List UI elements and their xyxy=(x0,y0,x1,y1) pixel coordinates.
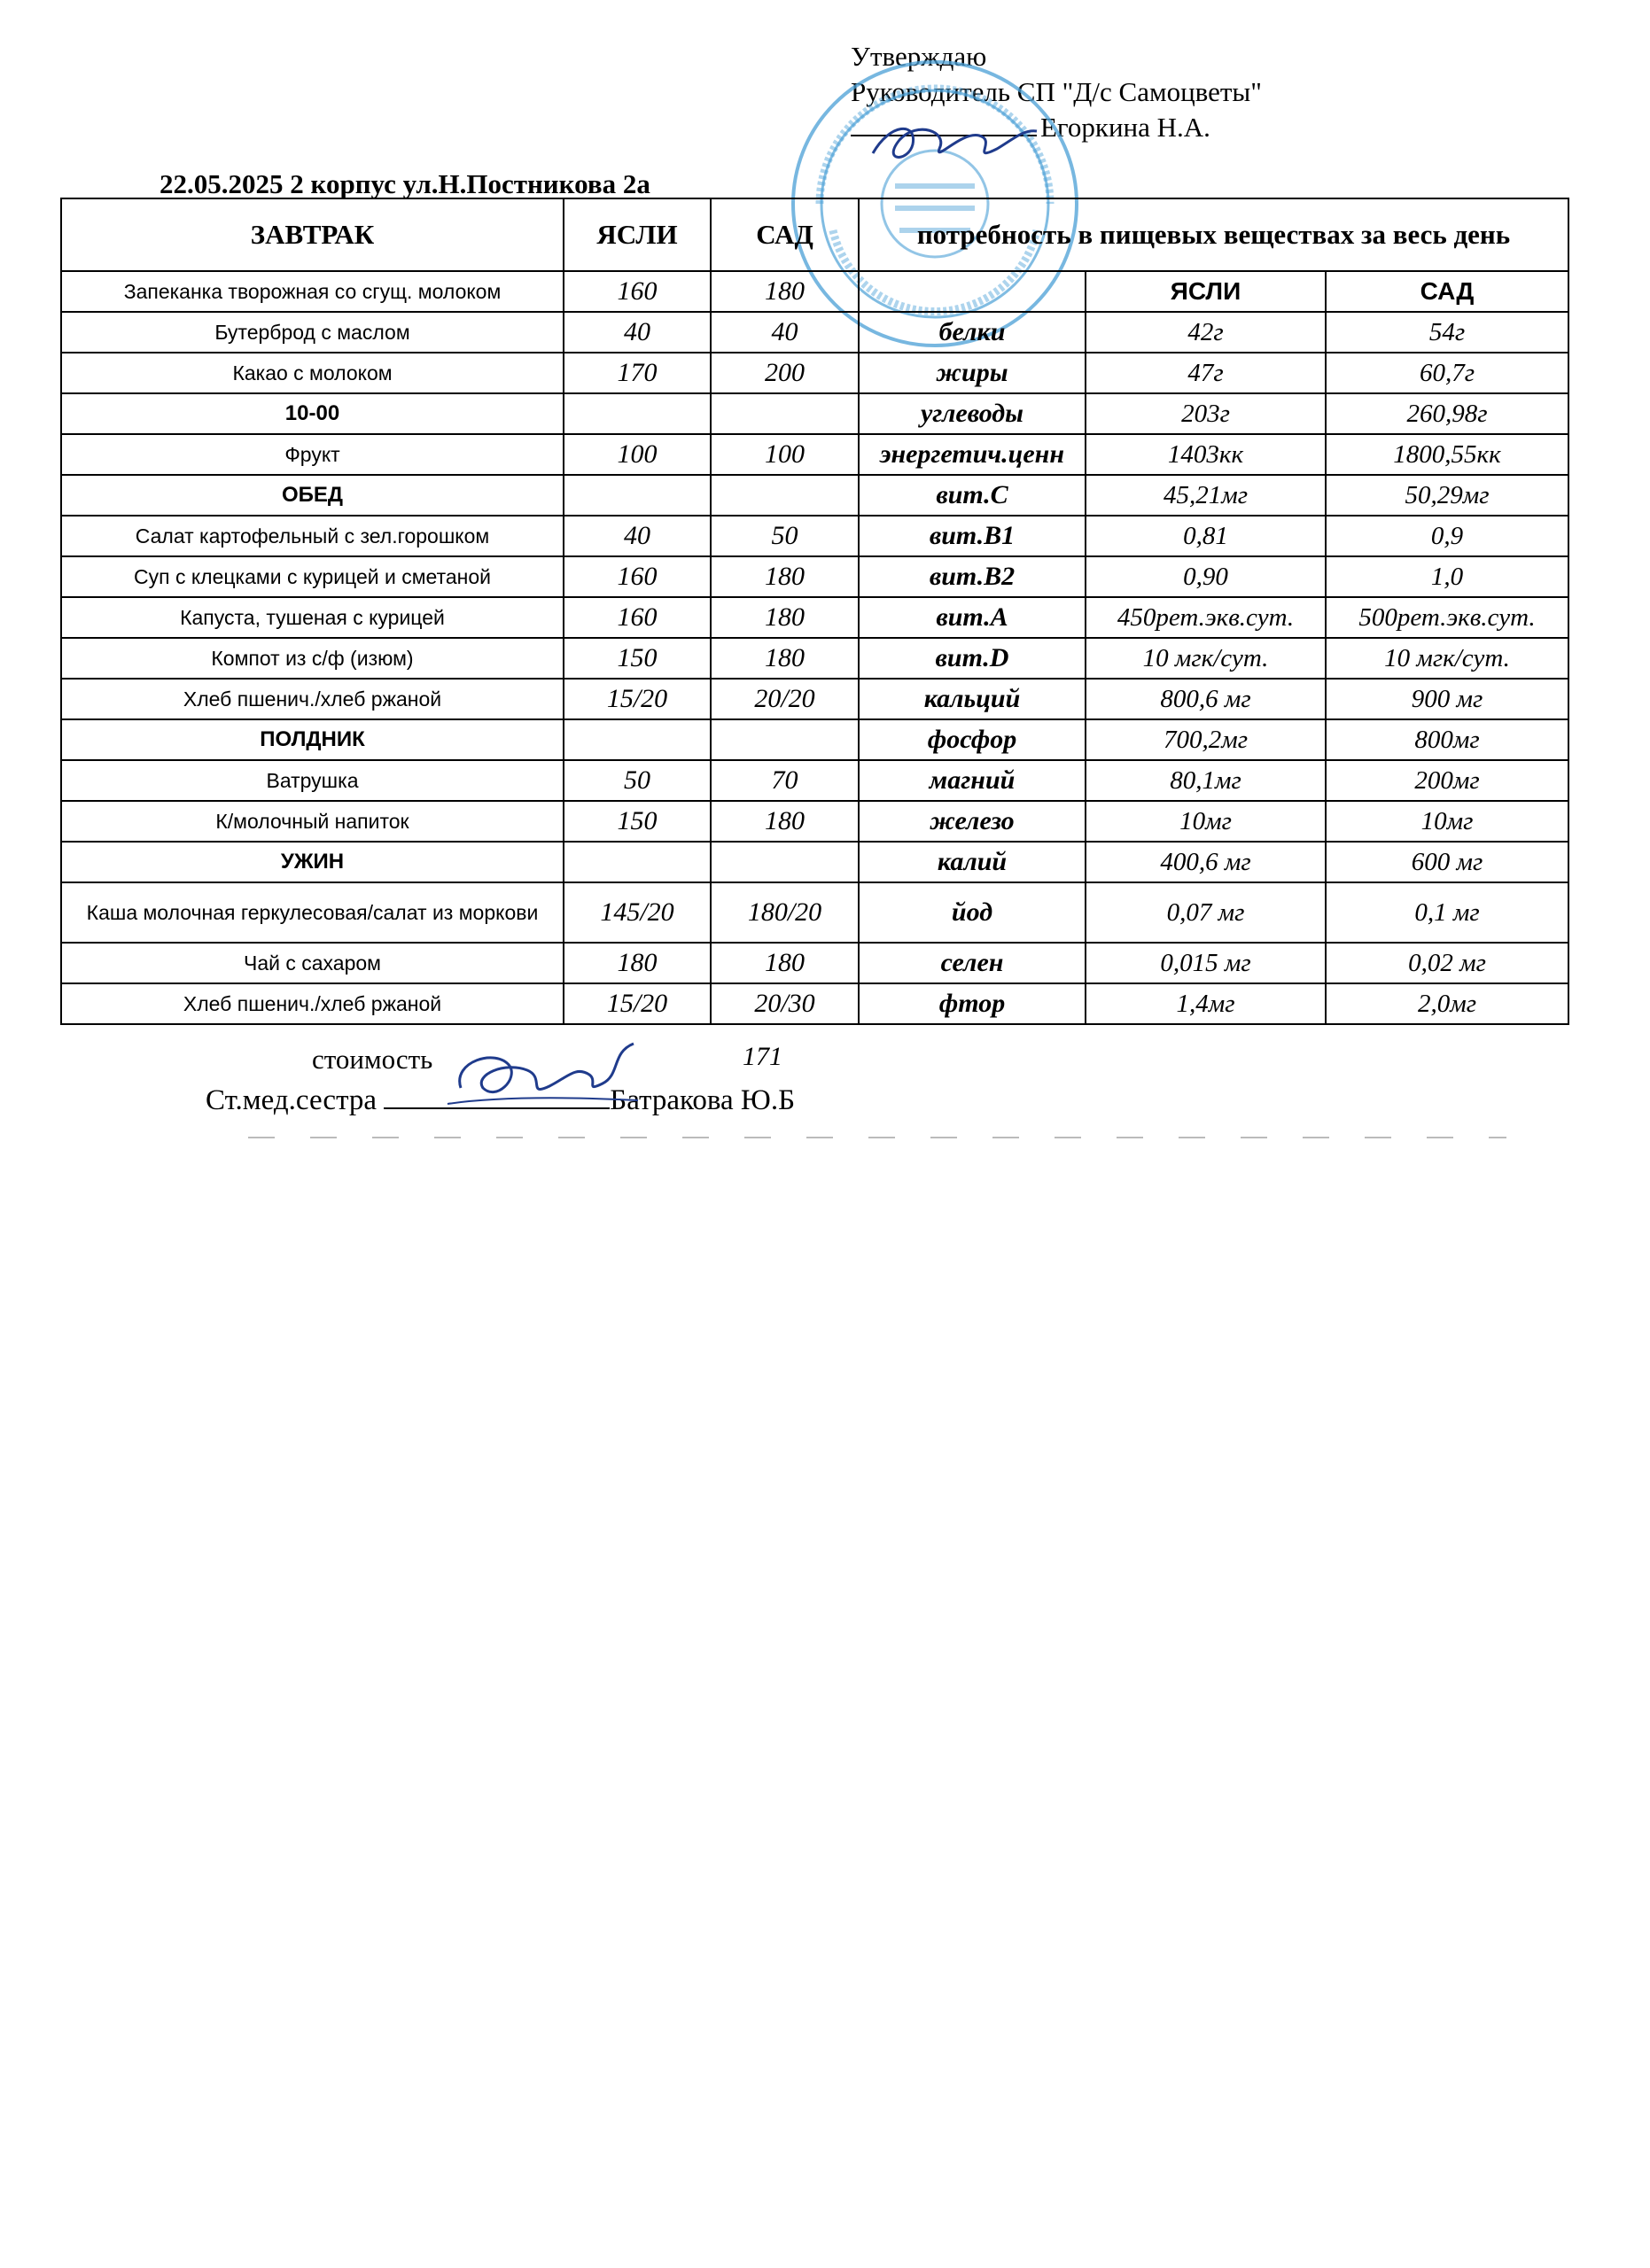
dish-name: Запеканка творожная со сгущ. молоком xyxy=(61,271,564,312)
meal-section-label: ОБЕД xyxy=(61,475,564,516)
sad-portion xyxy=(711,842,859,882)
table-row xyxy=(61,475,1568,516)
dish-name: Компот из с/ф (изюм) xyxy=(61,638,564,679)
table-row xyxy=(61,312,1568,353)
sad-portion: 50 xyxy=(711,516,859,556)
nutrient-yasli-value: 800,6 мг xyxy=(1086,679,1326,719)
yasli-portion: 160 xyxy=(564,271,711,312)
approval-position: Руководитель СП "Д/с Самоцветы" xyxy=(851,76,1262,107)
nutrient-name: фосфор xyxy=(859,719,1086,760)
sad-portion: 180 xyxy=(711,597,859,638)
nutrient-name: железо xyxy=(859,801,1086,842)
cost-label: стоимость xyxy=(312,1044,433,1075)
nurse-label: Ст.мед.сестра xyxy=(206,1084,377,1116)
yasli-portion xyxy=(564,393,711,434)
dish-name: Чай с сахаром xyxy=(61,943,564,983)
dish-name: Каша молочная геркулесовая/салат из моркови xyxy=(61,882,564,943)
nutrient-yasli-value: 10мг xyxy=(1086,801,1326,842)
nutrient-sad-value: 1,0 xyxy=(1326,556,1568,597)
nutrient-sad-value: 900 мг xyxy=(1326,679,1568,719)
nutrient-blank xyxy=(859,271,1086,312)
nutrient-sad-value: 0,1 мг xyxy=(1326,882,1568,943)
dish-name: Салат картофельный с зел.горошком xyxy=(61,516,564,556)
table-row xyxy=(61,882,1568,943)
table-row xyxy=(61,638,1568,679)
nutrient-yasli-value: 47г xyxy=(1086,353,1326,393)
nutrient-name: вит.В2 xyxy=(859,556,1086,597)
table-row xyxy=(61,842,1568,882)
table-row xyxy=(61,983,1568,1024)
header-daily-needs: потребность в пищевых веществах за весь день xyxy=(859,198,1568,271)
nutrient-name: селен xyxy=(859,943,1086,983)
sad-portion: 20/20 xyxy=(711,679,859,719)
nutrient-sad-value: 600 мг xyxy=(1326,842,1568,882)
table-row xyxy=(61,393,1568,434)
nutrient-yasli-value: 1403кк xyxy=(1086,434,1326,475)
yasli-portion: 40 xyxy=(564,516,711,556)
header-breakfast: ЗАВТРАК xyxy=(61,198,564,271)
sad-portion xyxy=(711,719,859,760)
nutrient-sad-value: 54г xyxy=(1326,312,1568,353)
sad-portion: 70 xyxy=(711,760,859,801)
dish-name: Бутерброд с маслом xyxy=(61,312,564,353)
yasli-portion: 160 xyxy=(564,556,711,597)
nutrient-sad-value: 0,9 xyxy=(1326,516,1568,556)
table-row xyxy=(61,801,1568,842)
yasli-portion: 150 xyxy=(564,801,711,842)
nutrient-yasli-value: 42г xyxy=(1086,312,1326,353)
nutrient-sad-value: 2,0мг xyxy=(1326,983,1568,1024)
table-header-row xyxy=(61,198,1568,271)
subheader-sad: САД xyxy=(1326,271,1568,312)
meal-section-label: ПОЛДНИК xyxy=(61,719,564,760)
table-row xyxy=(61,597,1568,638)
scan-artifact-line xyxy=(248,1134,1506,1141)
nurse-signature-icon xyxy=(443,1035,647,1119)
nutrient-name: магний xyxy=(859,760,1086,801)
subheader-yasli: ЯСЛИ xyxy=(1086,271,1326,312)
nutrient-name: вит.В1 xyxy=(859,516,1086,556)
nutrient-name: кальций xyxy=(859,679,1086,719)
yasli-portion xyxy=(564,475,711,516)
dish-name: Хлеб пшенич./хлеб ржаной xyxy=(61,679,564,719)
dish-name: Ватрушка xyxy=(61,760,564,801)
nutrient-name: жиры xyxy=(859,353,1086,393)
dish-name: Капуста, тушеная с курицей xyxy=(61,597,564,638)
director-signature-icon xyxy=(864,113,1041,175)
approval-title: Утверждаю xyxy=(851,41,987,72)
yasli-portion: 160 xyxy=(564,597,711,638)
table-row xyxy=(61,271,1568,312)
table-row xyxy=(61,719,1568,760)
meal-section-label: УЖИН xyxy=(61,842,564,882)
yasli-portion: 180 xyxy=(564,943,711,983)
nutrient-name: белки xyxy=(859,312,1086,353)
nutrient-name: калий xyxy=(859,842,1086,882)
nutrient-yasli-value: 0,07 мг xyxy=(1086,882,1326,943)
nutrient-name: углеводы xyxy=(859,393,1086,434)
nurse-name: Батракова Ю.Б xyxy=(610,1084,796,1116)
yasli-portion xyxy=(564,719,711,760)
sad-portion: 180/20 xyxy=(711,882,859,943)
dish-name: К/молочный напиток xyxy=(61,801,564,842)
dish-name: Хлеб пшенич./хлеб ржаной xyxy=(61,983,564,1024)
table-row xyxy=(61,556,1568,597)
table-row xyxy=(61,760,1568,801)
table-row xyxy=(61,516,1568,556)
nutrient-sad-value: 260,98г xyxy=(1326,393,1568,434)
sad-portion: 20/30 xyxy=(711,983,859,1024)
header-sad: САД xyxy=(711,198,859,271)
yasli-portion: 15/20 xyxy=(564,679,711,719)
table-row xyxy=(61,434,1568,475)
table-row xyxy=(61,353,1568,393)
nutrient-name: фтор xyxy=(859,983,1086,1024)
sad-portion xyxy=(711,393,859,434)
nutrient-yasli-value: 45,21мг xyxy=(1086,475,1326,516)
nutrient-sad-value: 10 мгк/сут. xyxy=(1326,638,1568,679)
meal-section-label: 10-00 xyxy=(61,393,564,434)
nutrient-name: йод xyxy=(859,882,1086,943)
nutrient-yasli-value: 80,1мг xyxy=(1086,760,1326,801)
nutrient-sad-value: 1800,55кк xyxy=(1326,434,1568,475)
approval-signer-name: Егоркина Н.А. xyxy=(1040,112,1210,143)
sad-portion xyxy=(711,475,859,516)
nutrient-name: энергетич.ценн xyxy=(859,434,1086,475)
yasli-portion: 15/20 xyxy=(564,983,711,1024)
nutrient-yasli-value: 0,015 мг xyxy=(1086,943,1326,983)
nutrient-name: вит.D xyxy=(859,638,1086,679)
page-title: 22.05.2025 2 корпус ул.Н.Постникова 2а xyxy=(160,168,650,199)
nutrient-sad-value: 50,29мг xyxy=(1326,475,1568,516)
table-row xyxy=(61,679,1568,719)
table-row xyxy=(61,943,1568,983)
dish-name: Какао с молоком xyxy=(61,353,564,393)
nutrient-sad-value: 500рет.экв.сут. xyxy=(1326,597,1568,638)
sad-portion: 180 xyxy=(711,556,859,597)
dish-name: Суп с клецками с курицей и сметаной xyxy=(61,556,564,597)
sad-portion: 180 xyxy=(711,271,859,312)
nutrient-sad-value: 0,02 мг xyxy=(1326,943,1568,983)
nutrient-name: вит.С xyxy=(859,475,1086,516)
header-yasli: ЯСЛИ xyxy=(564,198,711,271)
nutrient-yasli-value: 203г xyxy=(1086,393,1326,434)
yasli-portion xyxy=(564,842,711,882)
cost-value: 171 xyxy=(743,1042,782,1071)
nutrient-yasli-value: 400,6 мг xyxy=(1086,842,1326,882)
nutrient-yasli-value: 0,90 xyxy=(1086,556,1326,597)
nutrient-sad-value: 60,7г xyxy=(1326,353,1568,393)
nutrient-name: вит.А xyxy=(859,597,1086,638)
nutrient-yasli-value: 0,81 xyxy=(1086,516,1326,556)
nutrient-yasli-value: 1,4мг xyxy=(1086,983,1326,1024)
sad-portion: 200 xyxy=(711,353,859,393)
nutrient-yasli-value: 450рет.экв.сут. xyxy=(1086,597,1326,638)
yasli-portion: 150 xyxy=(564,638,711,679)
nutrient-sad-value: 800мг xyxy=(1326,719,1568,760)
nutrient-sad-value: 200мг xyxy=(1326,760,1568,801)
menu-table xyxy=(60,198,1569,1025)
sad-portion: 40 xyxy=(711,312,859,353)
dish-name: Фрукт xyxy=(61,434,564,475)
sad-portion: 180 xyxy=(711,801,859,842)
yasli-portion: 170 xyxy=(564,353,711,393)
yasli-portion: 100 xyxy=(564,434,711,475)
nutrient-yasli-value: 10 мгк/сут. xyxy=(1086,638,1326,679)
yasli-portion: 40 xyxy=(564,312,711,353)
sad-portion: 180 xyxy=(711,638,859,679)
nutrient-sad-value: 10мг xyxy=(1326,801,1568,842)
sad-portion: 180 xyxy=(711,943,859,983)
yasli-portion: 50 xyxy=(564,760,711,801)
nutrient-yasli-value: 700,2мг xyxy=(1086,719,1326,760)
sad-portion: 100 xyxy=(711,434,859,475)
yasli-portion: 145/20 xyxy=(564,882,711,943)
